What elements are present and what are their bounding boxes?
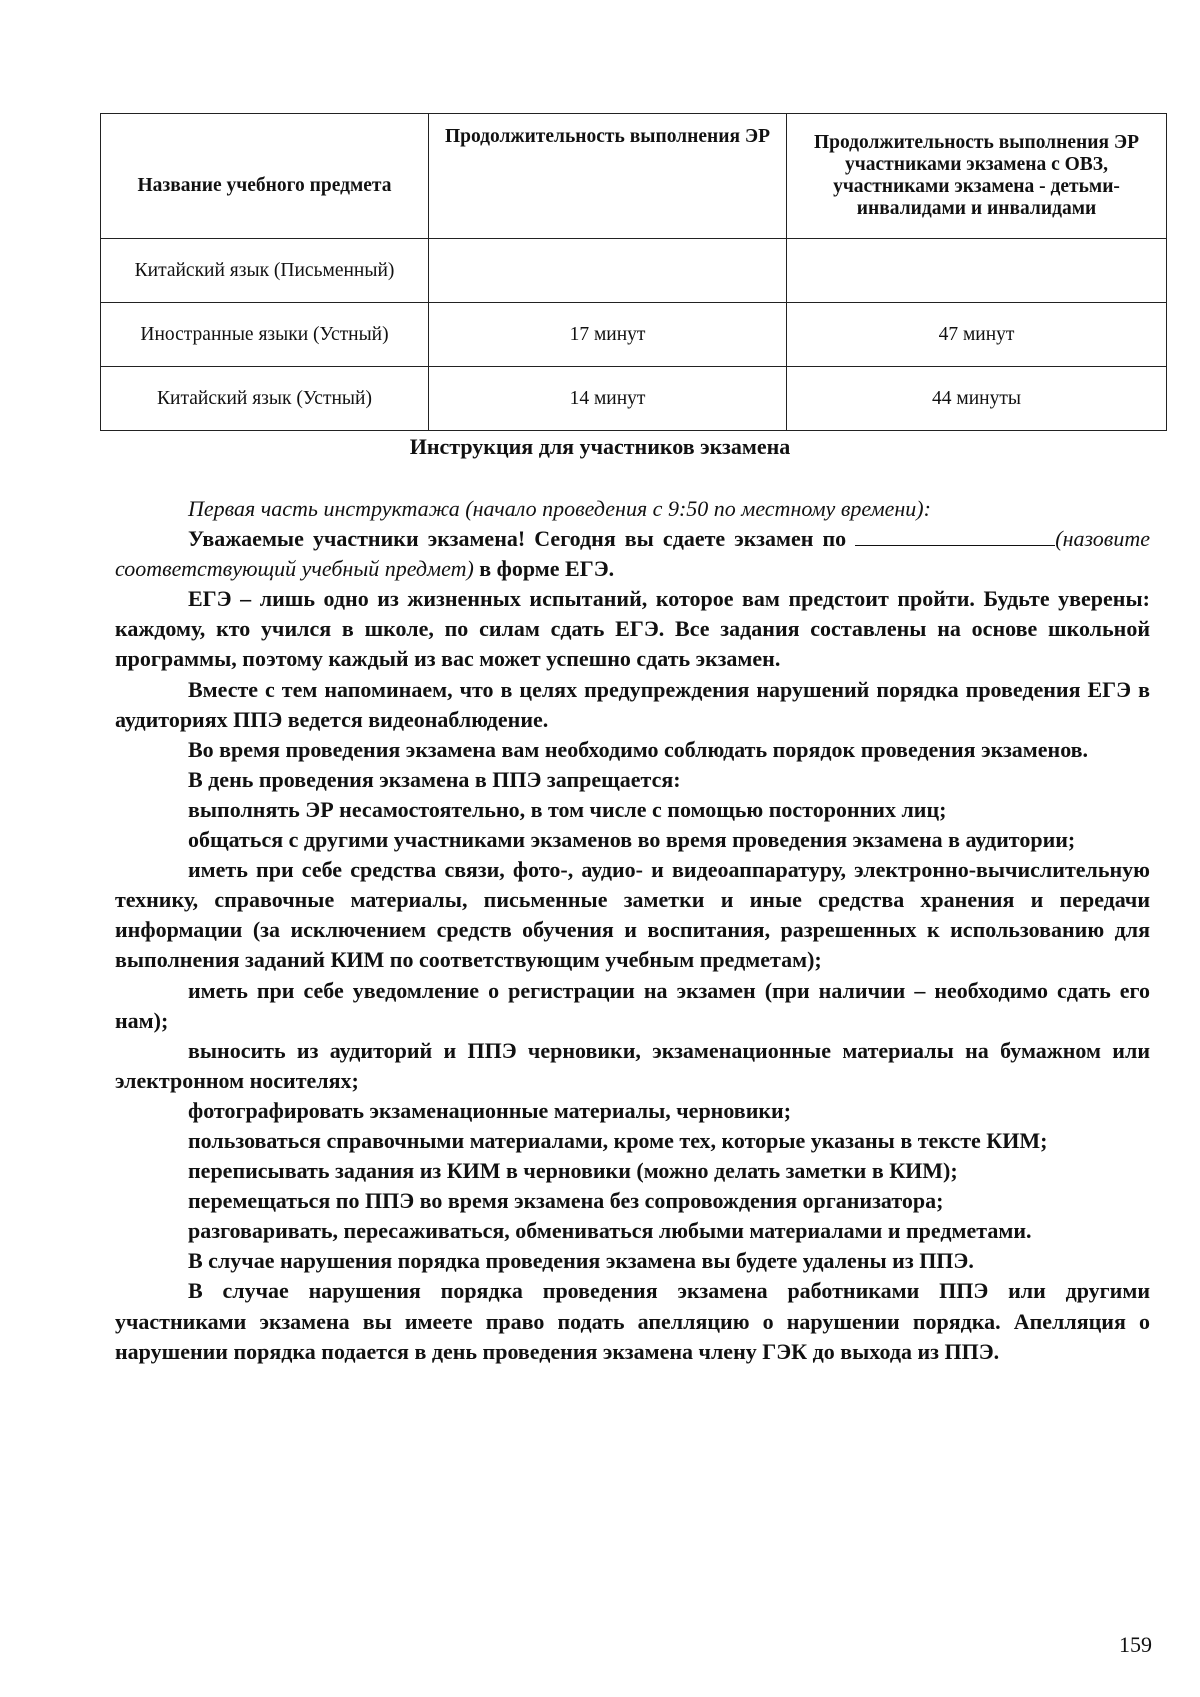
prohibition-item: выносить из аудиторий и ППЭ черновики, экзаменационные материалы на бумажном или электронном носителях; [115,1037,1150,1093]
page-number: 159 [1119,1632,1152,1657]
greeting-paragraph [115,524,1150,584]
paragraph: В день проведения экзамена в ППЭ запрещается: [188,766,681,792]
prohibition-item: иметь при себе уведомление о регистрации на экзамен (при наличии – необходимо сдать его нам); [115,977,1150,1033]
header-duration-ovz: Продолжительность выполнения ЭР участниками экзамена с ОВЗ, участниками экзамена - детьми-инвалидами и инвалидами [787,114,1167,239]
table-header-row [101,114,1167,239]
prohibition-item: пользоваться справочными материалами, кроме тех, которые указаны в тексте КИМ; [188,1127,1048,1153]
table-cell: 47 минут [787,303,1167,367]
greeting-start: Уважаемые участники экзамена! Сегодня вы сдаете экзамен по [188,526,856,552]
greeting-end: в форме ЕГЭ. [473,556,615,582]
table-row [101,367,1167,431]
table-cell: 14 минут [429,367,787,431]
table-row [101,239,1167,303]
header-subject: Название учебного предмета [101,114,429,239]
header-duration: Продолжительность выполнения ЭР [429,114,787,239]
prohibition-item: переписывать задания из КИМ в черновики (можно делать заметки в КИМ); [188,1158,958,1184]
table-cell: 44 минуты [787,367,1167,431]
prohibition-item: фотографировать экзаменационные материалы, черновики; [188,1097,792,1123]
table-cell: Китайский язык (Письменный) [101,239,429,303]
table-row [101,303,1167,367]
table-cell: Иностранные языки (Устный) [101,303,429,367]
table-cell [787,239,1167,303]
table-cell: 17 минут [429,303,787,367]
paragraph: ЕГЭ – лишь одно из жизненных испытаний, которое вам предстоит пройти. Будьте уверены: каждому, кто учился в школе, по силам сдать ЕГЭ. Все задания составлены на основе школьной программы, поэтому каждый из вас может успешно сдать экзамен. [115,586,1150,672]
paragraph: Вместе с тем напоминаем, что в целях предупреждения нарушений порядка проведения ЕГЭ в аудиториях ППЭ ведется видеонаблюдение. [115,676,1150,732]
instruction-body [115,494,1150,1367]
paragraph: В случае нарушения порядка проведения экзамена работниками ППЭ или другими участниками экзамена вы имеете право подать апелляцию о нарушении порядка. Апелляция о нарушении порядка подается в день проведения экзамена члену ГЭК до выхода из ППЭ. [115,1278,1150,1364]
subject-blank [855,525,1055,546]
prohibition-item: разговаривать, пересаживаться, обмениваться любыми материалами и предметами. [188,1218,1032,1244]
exam-duration-table [100,113,1167,431]
table-cell: Китайский язык (Устный) [101,367,429,431]
paragraph: В случае нарушения порядка проведения экзамена вы будете удалены из ППЭ. [188,1248,974,1274]
prohibition-item: перемещаться по ППЭ во время экзамена без сопровождения организатора; [188,1188,944,1214]
prohibition-item: выполнять ЭР несамостоятельно, в том числе с помощью посторонних лиц; [188,796,947,822]
prohibition-item: общаться с другими участниками экзаменов во время проведения экзамена в аудитории; [188,827,1076,853]
table-cell [429,239,787,303]
prohibition-item: иметь при себе средства связи, фото-, аудио- и видеоаппаратуру, электронно-вычислительную технику, справочные материалы, письменные заметки и иные средства хранения и передачи информации (за исключением средств обучения и воспитания, разрешенных к использованию для выполнения заданий КИМ по соответствующим учебным предметам); [115,857,1150,973]
briefing-part-heading: Первая часть инструктажа (начало проведения с 9:50 по местному времени): [188,496,931,521]
instruction-title: Инструкция для участников экзамена [409,434,791,459]
paragraph: Во время проведения экзамена вам необходимо соблюдать порядок проведения экзаменов. [188,736,1089,762]
subject-hint: (назовите соответствующий учебный предмет) [115,526,1150,582]
